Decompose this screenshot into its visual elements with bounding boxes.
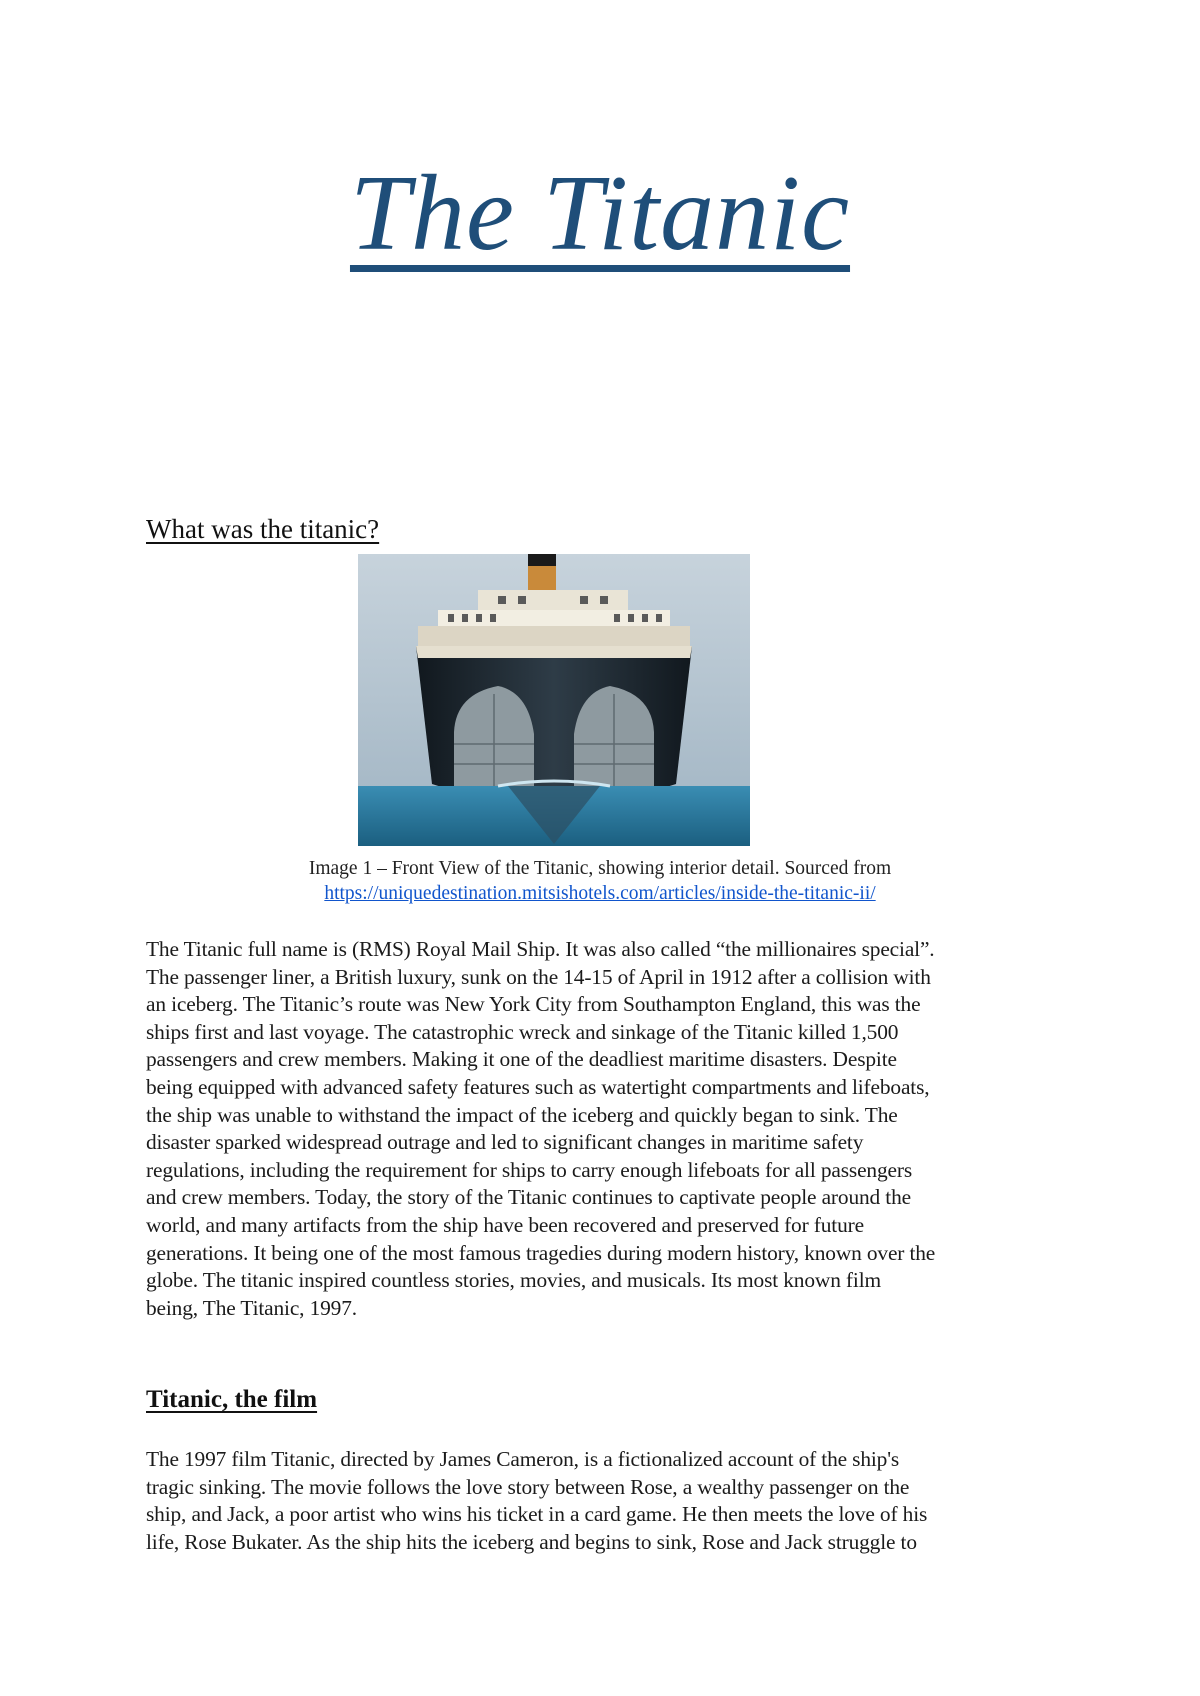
promenade-deck <box>418 626 690 646</box>
text-line: The Titanic full name is (RMS) Royal Mail Ship. It was also called “the millionaires special”. <box>146 937 935 961</box>
text-line: the ship was unable to withstand the impact of the iceberg and quickly began to sink. The <box>146 1102 898 1127</box>
paragraph-titanic-film <box>146 1446 1076 1556</box>
text-line: globe. The titanic inspired countless stories, movies, and musicals. Its most known film <box>146 1268 881 1293</box>
upper-deck <box>438 610 670 628</box>
section-heading-what-was-titanic: What was the titanic? <box>146 514 380 544</box>
text-line: regulations, including the requirement for ships to carry enough lifeboats for all passengers <box>146 1157 912 1182</box>
text-line: life, Rose Bukater. As the ship hits the iceberg and begins to sink, Rose and Jack struggle to <box>146 1529 917 1554</box>
figure-caption <box>146 856 1054 906</box>
text-line: being, The Titanic, 1997. <box>146 1295 357 1320</box>
caption-source-link[interactable]: https://uniquedestination.mitsishotels.com/articles/inside-the-titanic-ii/ <box>324 883 876 904</box>
text-line: and crew members. Today, the story of the Titanic continues to captivate people around the <box>146 1185 911 1210</box>
text-line: passengers and crew members. Making it one of the deadliest maritime disasters. Despite <box>146 1047 897 1072</box>
text-line: The passenger liner, a British luxury, sunk on the 14-15 of April in 1912 after a collision with <box>146 964 931 989</box>
text-line: disaster sparked widespread outrage and led to significant changes in maritime safety <box>146 1130 864 1155</box>
text-line: ships first and last voyage. The catastrophic wreck and sinkage of the Titanic killed 1,500 <box>146 1019 899 1044</box>
text-line: being equipped with advanced safety features such as watertight compartments and lifeboats, <box>146 1074 930 1099</box>
text-line: tragic sinking. The movie follows the love story between Rose, a wealthy passenger on the <box>146 1474 910 1499</box>
title-block <box>0 154 1200 273</box>
caption-text: Image 1 – Front View of the Titanic, showing interior detail. Sourced from <box>308 858 892 879</box>
ship-illustration <box>358 554 750 846</box>
text-line: generations. It being one of the most famous tragedies during modern history, known over the <box>146 1240 936 1265</box>
paragraph-what-was-titanic <box>146 936 1076 1322</box>
document-title: The Titanic <box>349 154 851 273</box>
text-line: world, and many artifacts from the ship have been recovered and preserved for future <box>146 1212 864 1237</box>
text-line: an iceberg. The Titanic’s route was New York City from Southampton England, this was the <box>146 992 921 1017</box>
titanic-front-view-image <box>358 554 750 846</box>
text-line: ship, and Jack, a poor artist who wins his ticket in a card game. He then meets the love of his <box>146 1502 928 1527</box>
text-line: The 1997 film Titanic, directed by James Cameron, is a fictionalized account of the ship's <box>146 1447 900 1471</box>
section-heading-titanic-film: Titanic, the film <box>146 1386 318 1413</box>
